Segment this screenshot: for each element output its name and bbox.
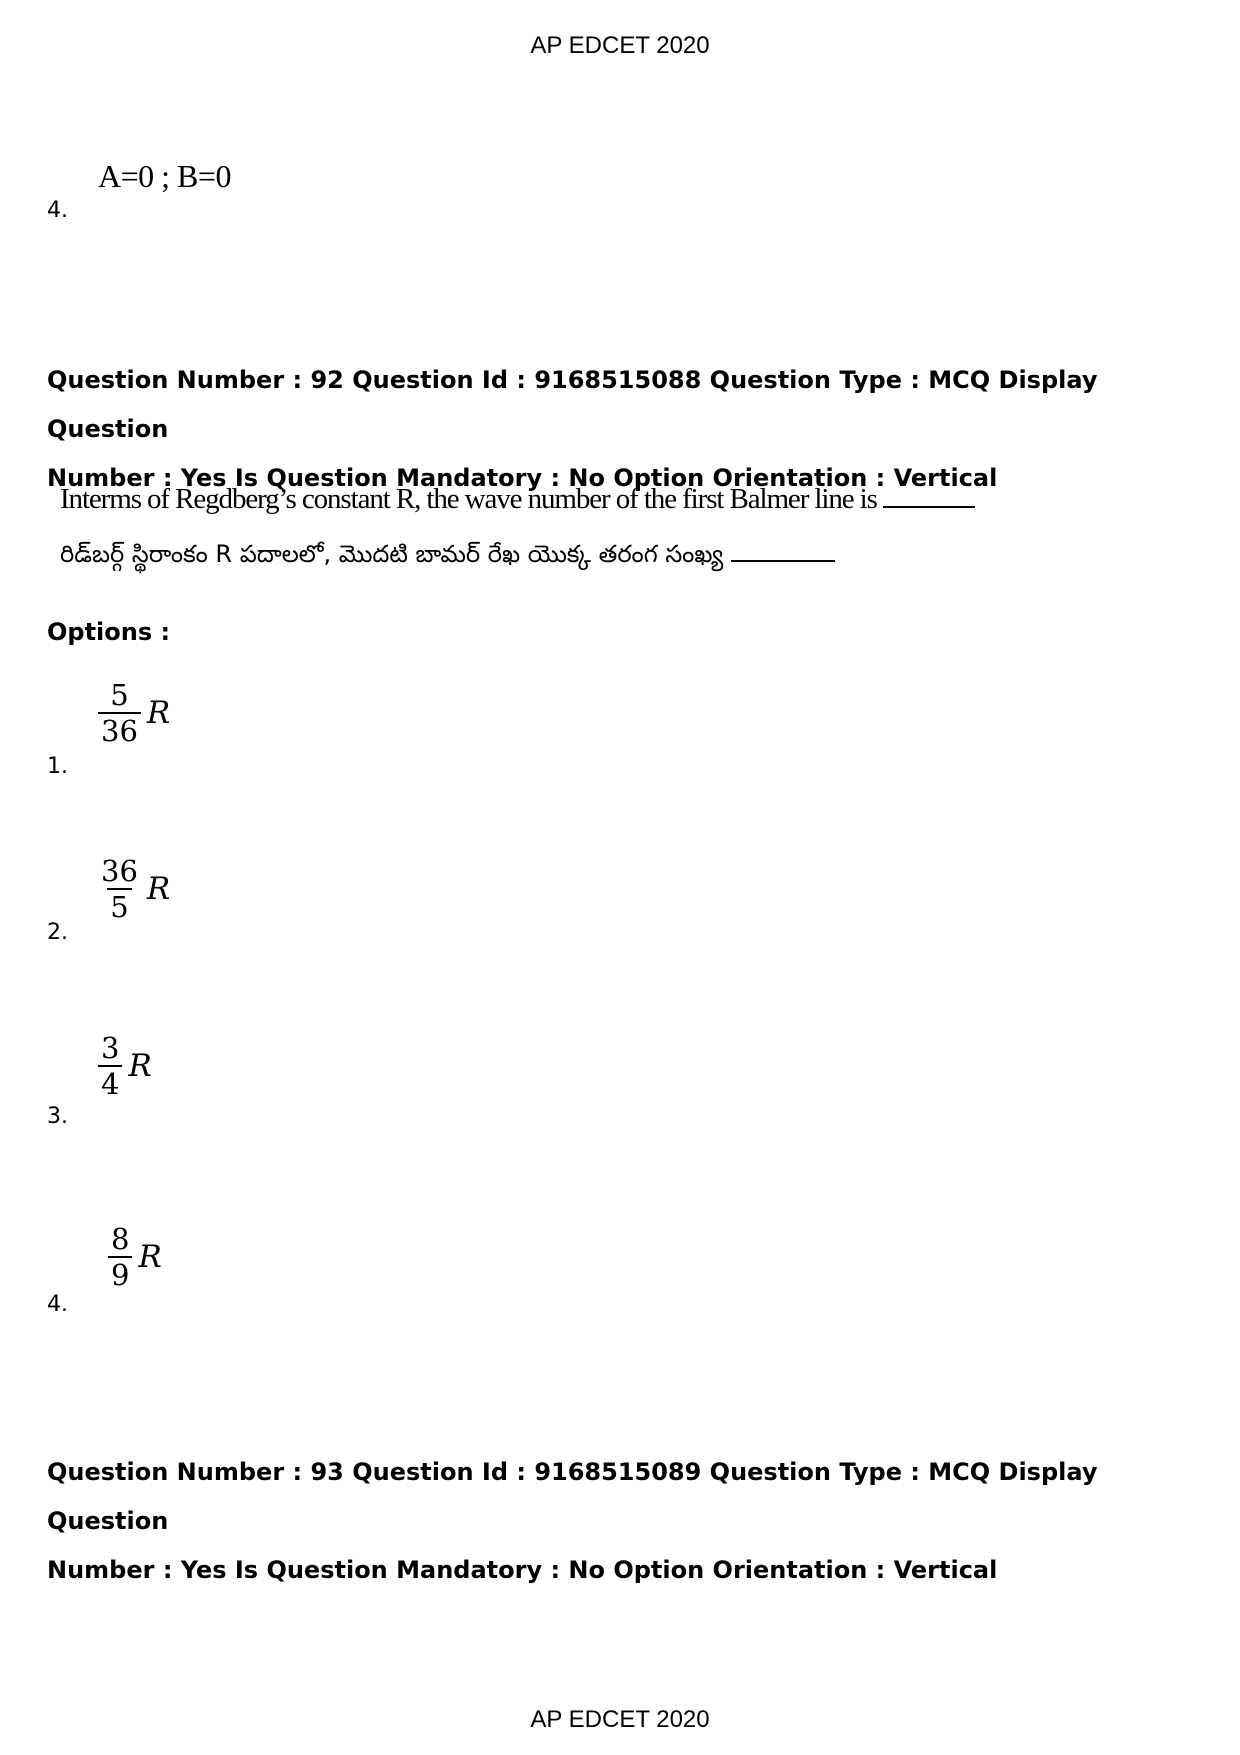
option-1-denominator: 36 — [98, 712, 141, 748]
option-4-variable: R — [138, 1239, 162, 1276]
option-2-fraction — [98, 854, 141, 924]
question-93-meta-line1: Question Number : 93 Question Id : 9168515089 Question Type : MCQ Display Question — [47, 1458, 1098, 1535]
option-1-variable: R — [146, 695, 171, 732]
option-2-variable: R — [146, 871, 171, 908]
page-header: AP EDCET 2020 — [530, 32, 710, 59]
option-3-denominator: 4 — [98, 1065, 122, 1101]
option-4-fraction — [108, 1222, 132, 1292]
question-92-text-english-content: Interms of Regdberg’s constant R, the wave number of the first Balmer line is — [60, 483, 877, 515]
option-1-fraction — [98, 678, 141, 748]
answer-blank-telugu — [731, 538, 835, 562]
option-2-number: 2. — [47, 920, 68, 945]
option-1-formula — [98, 678, 170, 748]
previous-option-4-text: A=0 ; B=0 — [98, 158, 231, 194]
question-92-text-telugu — [60, 538, 835, 574]
options-label: Options : — [47, 618, 171, 646]
option-1-number: 1. — [47, 754, 68, 779]
option-1-numerator: 5 — [110, 678, 129, 712]
question-92-text-english — [60, 478, 975, 516]
option-3-variable: R — [128, 1048, 152, 1085]
previous-option-4-number: 4. — [47, 198, 68, 223]
question-92-meta-line1: Question Number : 92 Question Id : 9168515088 Question Type : MCQ Display Question — [47, 366, 1098, 443]
option-3-fraction — [98, 1031, 122, 1101]
question-93-meta — [47, 1448, 1197, 1595]
option-2-formula — [98, 854, 170, 924]
option-3-formula — [98, 1031, 152, 1101]
option-4-numerator: 8 — [111, 1222, 130, 1256]
option-4-formula — [108, 1222, 162, 1292]
question-93-meta-line2: Number : Yes Is Question Mandatory : No Option Orientation : Vertical — [47, 1556, 998, 1584]
question-92-meta-line2: Number : Yes Is Question Mandatory : No Option Orientation : Vertical — [47, 464, 998, 492]
page-footer: AP EDCET 2020 — [530, 1706, 710, 1733]
answer-blank — [883, 478, 975, 508]
option-2-numerator: 36 — [101, 854, 138, 888]
option-3-numerator: 3 — [101, 1031, 120, 1065]
option-3-number: 3. — [47, 1104, 68, 1129]
option-2-denominator: 5 — [107, 888, 131, 924]
option-4-denominator: 9 — [108, 1256, 132, 1292]
question-92-text-telugu-content: రిడ్‌బర్గ్ స్థిరాంకం R పదాలలో, మొదటి బామర్ రేఖ యొక్క తరంగ సంఖ్య — [60, 540, 724, 568]
option-4-number: 4. — [47, 1292, 68, 1317]
